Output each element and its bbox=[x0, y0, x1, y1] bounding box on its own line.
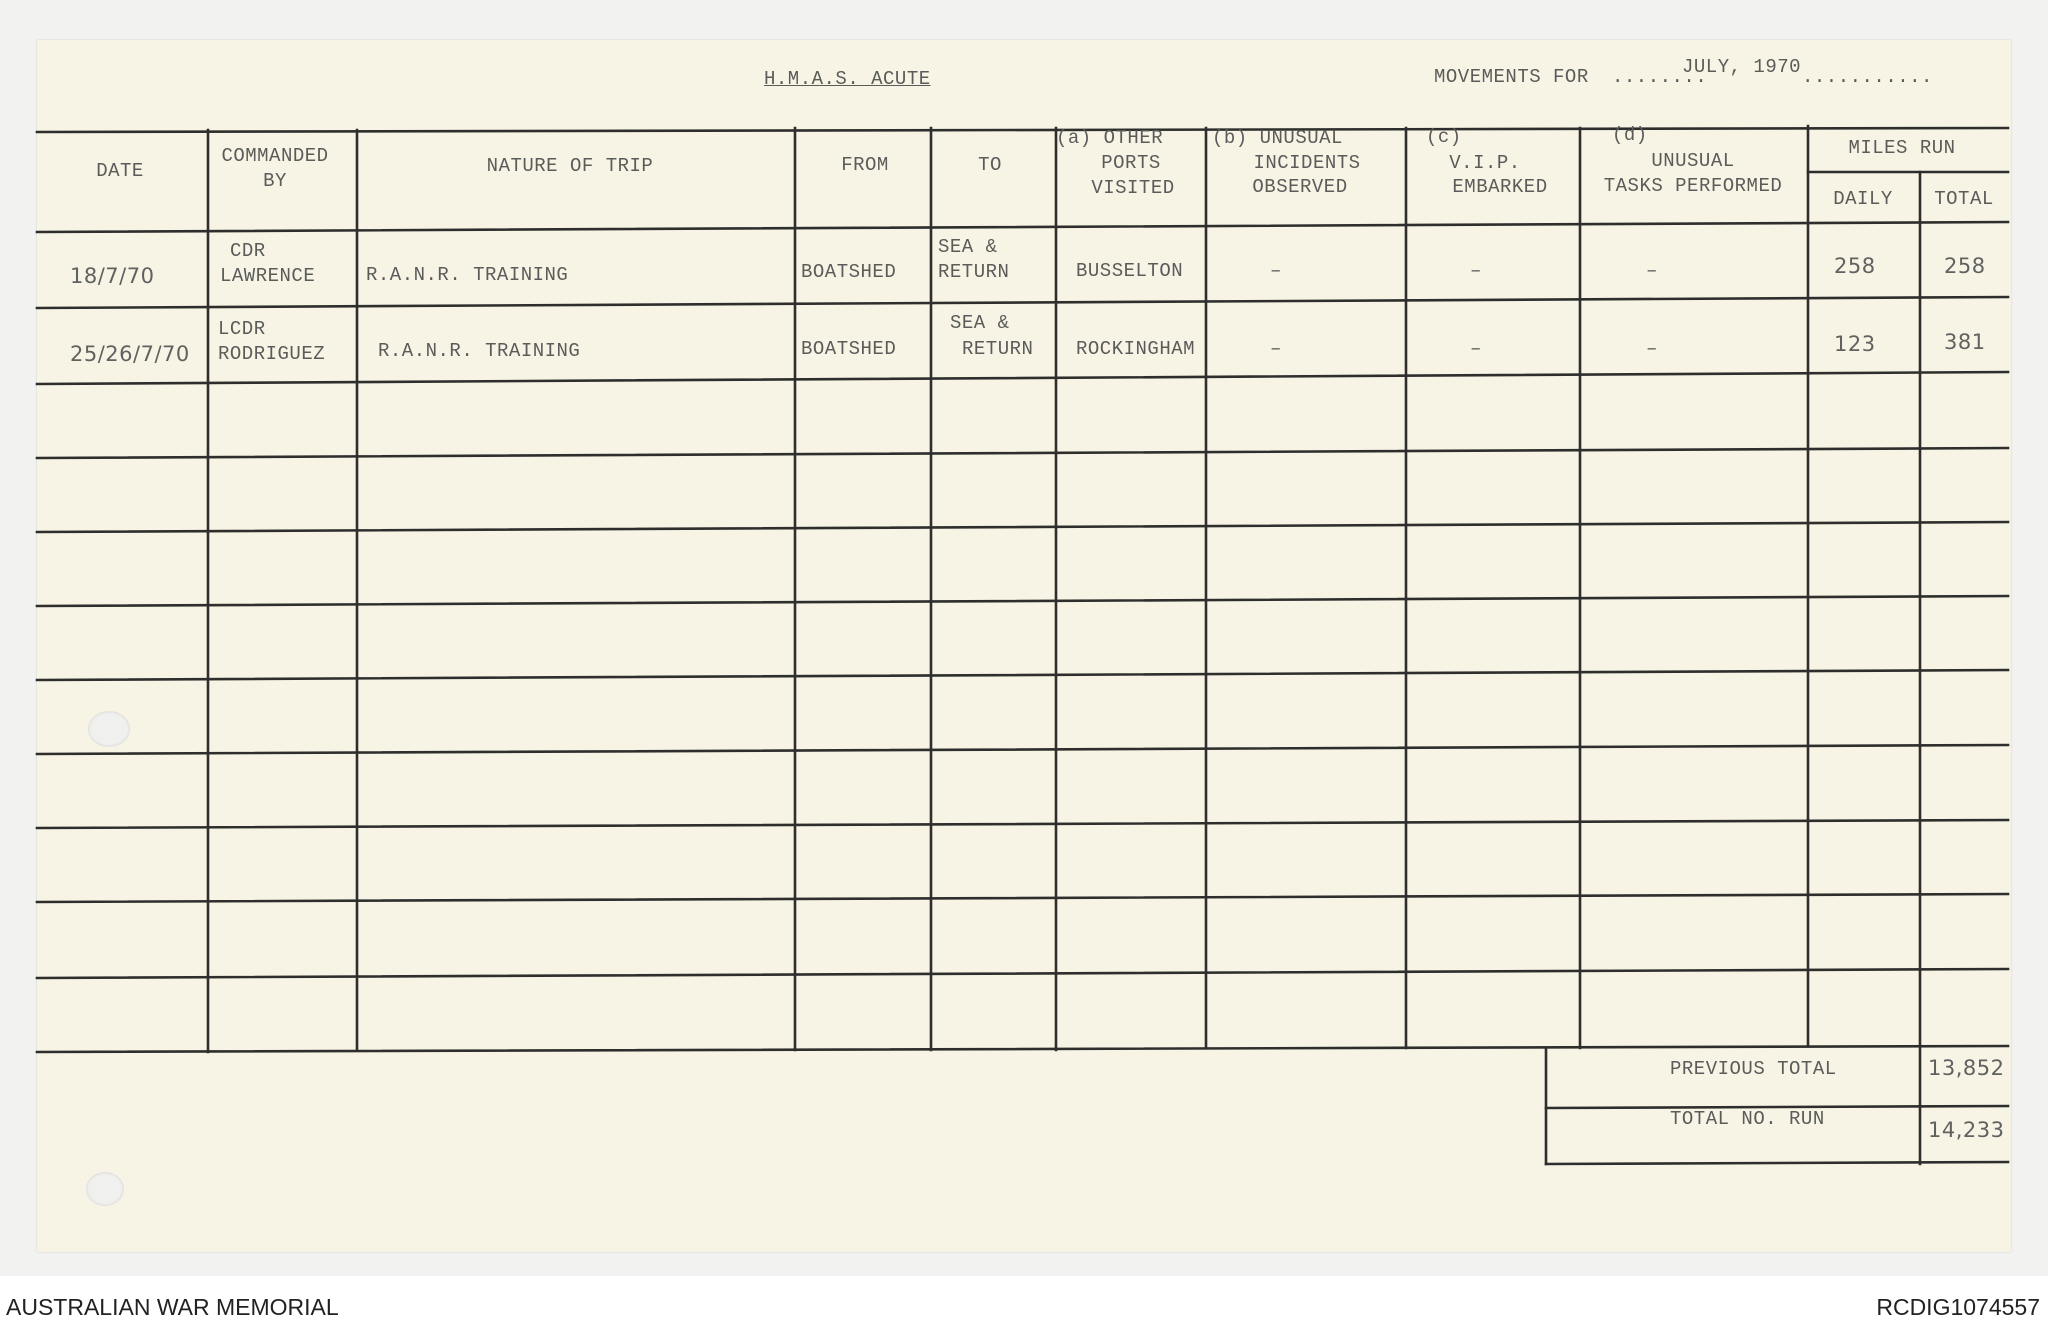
grid-line-h-table-bottom bbox=[37, 1046, 2008, 1052]
grid-line-h-row9 bbox=[37, 894, 2008, 902]
row-commanded-name: LAWRENCE bbox=[220, 265, 316, 287]
total-no-run-value: 14,233 bbox=[1928, 1118, 2005, 1142]
row-to-line2: RETURN bbox=[938, 261, 1010, 283]
row-date: 18/7/70 bbox=[70, 264, 155, 288]
row-miles-daily: 123 bbox=[1834, 332, 1876, 356]
grid-line-h-row4 bbox=[37, 522, 2008, 532]
row-miles-daily: 258 bbox=[1834, 254, 1876, 278]
col-commanded-by-line1: COMMANDED bbox=[221, 145, 329, 167]
row-from: BOATSHED bbox=[801, 338, 897, 360]
col-unusual-incidents-line2: INCIDENTS bbox=[1253, 152, 1361, 174]
footer-record-id: RCDIG1074557 bbox=[1876, 1294, 2040, 1320]
row-to-line2: RETURN bbox=[962, 338, 1034, 360]
col-other-ports-line2: PORTS bbox=[1101, 152, 1161, 174]
grid-line-h-row3 bbox=[37, 448, 2008, 458]
col-vip-line2: V.I.P. bbox=[1449, 152, 1521, 174]
col-other-ports-line1: (a) OTHER bbox=[1056, 127, 1164, 149]
col-other-ports-line3: VISITED bbox=[1091, 177, 1175, 199]
col-total: TOTAL bbox=[1934, 188, 1994, 210]
grid-line-h-row8 bbox=[37, 820, 2008, 828]
grid-line-h-row2 bbox=[37, 372, 2008, 384]
col-unusual-tasks-line3: TASKS PERFORMED bbox=[1603, 175, 1783, 197]
row-from: BOATSHED bbox=[801, 261, 897, 283]
row-date: 25/26/7/70 bbox=[70, 342, 190, 366]
col-to: TO bbox=[978, 154, 1002, 176]
row-nature: R.A.N.R. TRAINING bbox=[366, 264, 569, 286]
grid-line-h-row6 bbox=[37, 670, 2008, 680]
col-from: FROM bbox=[841, 154, 889, 176]
col-date: DATE bbox=[96, 160, 144, 182]
archive-footer bbox=[0, 1276, 2048, 1326]
previous-total-label: PREVIOUS TOTAL bbox=[1670, 1058, 1837, 1080]
col-unusual-tasks-line1: (d) bbox=[1612, 124, 1648, 146]
footer-institution: AUSTRALIAN WAR MEMORIAL bbox=[6, 1294, 339, 1320]
grid-line-h-header-bottom bbox=[37, 222, 2008, 232]
col-nature-of-trip: NATURE OF TRIP bbox=[486, 155, 654, 177]
grid-line-h-header-top bbox=[37, 128, 2008, 132]
col-commanded-by-line2: BY bbox=[263, 170, 287, 192]
movements-month: JULY, 1970 bbox=[1682, 56, 1802, 78]
row-nature: R.A.N.R. TRAINING bbox=[378, 340, 581, 362]
row-commanded-rank: CDR bbox=[230, 240, 266, 262]
row-to-line1: SEA & bbox=[950, 312, 1010, 334]
row-vip: – bbox=[1470, 260, 1482, 282]
movements-dots-right: ........... bbox=[1802, 66, 1933, 88]
row-tasks: – bbox=[1646, 338, 1658, 360]
col-unusual-incidents-line3: OBSERVED bbox=[1252, 176, 1348, 198]
col-vip-line3: EMBARKED bbox=[1452, 176, 1548, 198]
grid-line-h-row10 bbox=[37, 969, 2008, 978]
grid-line-h-row1 bbox=[37, 297, 2008, 308]
row-other-ports: BUSSELTON bbox=[1076, 260, 1184, 282]
col-daily: DAILY bbox=[1833, 188, 1893, 210]
row-commanded-name: RODRIGUEZ bbox=[218, 343, 326, 365]
previous-total-value: 13,852 bbox=[1928, 1056, 2005, 1080]
row-miles-total: 258 bbox=[1944, 254, 1986, 278]
row-other-ports: ROCKINGHAM bbox=[1076, 338, 1196, 360]
movements-dots-left: ........ bbox=[1612, 66, 1708, 88]
grid-line-h-row5 bbox=[37, 596, 2008, 606]
row-miles-total: 381 bbox=[1944, 330, 1986, 354]
row-tasks: – bbox=[1646, 260, 1658, 282]
totals-box-bottom bbox=[1546, 1162, 2008, 1164]
row-incidents: – bbox=[1270, 260, 1282, 282]
ship-title: H.M.A.S. ACUTE bbox=[764, 68, 931, 90]
row-incidents: – bbox=[1270, 338, 1282, 360]
col-vip-line1: (c) bbox=[1426, 126, 1462, 148]
col-miles-run: MILES RUN bbox=[1848, 137, 1956, 159]
row-commanded-rank: LCDR bbox=[218, 318, 266, 340]
col-unusual-incidents-line1: (b) UNUSUAL bbox=[1212, 127, 1343, 149]
total-no-run-label: TOTAL NO. RUN bbox=[1670, 1108, 1825, 1130]
row-vip: – bbox=[1470, 338, 1482, 360]
col-unusual-tasks-line2: UNUSUAL bbox=[1651, 150, 1735, 172]
grid-line-h-row7 bbox=[37, 745, 2008, 754]
movements-label: MOVEMENTS FOR bbox=[1434, 66, 1589, 88]
row-to-line1: SEA & bbox=[938, 236, 998, 258]
